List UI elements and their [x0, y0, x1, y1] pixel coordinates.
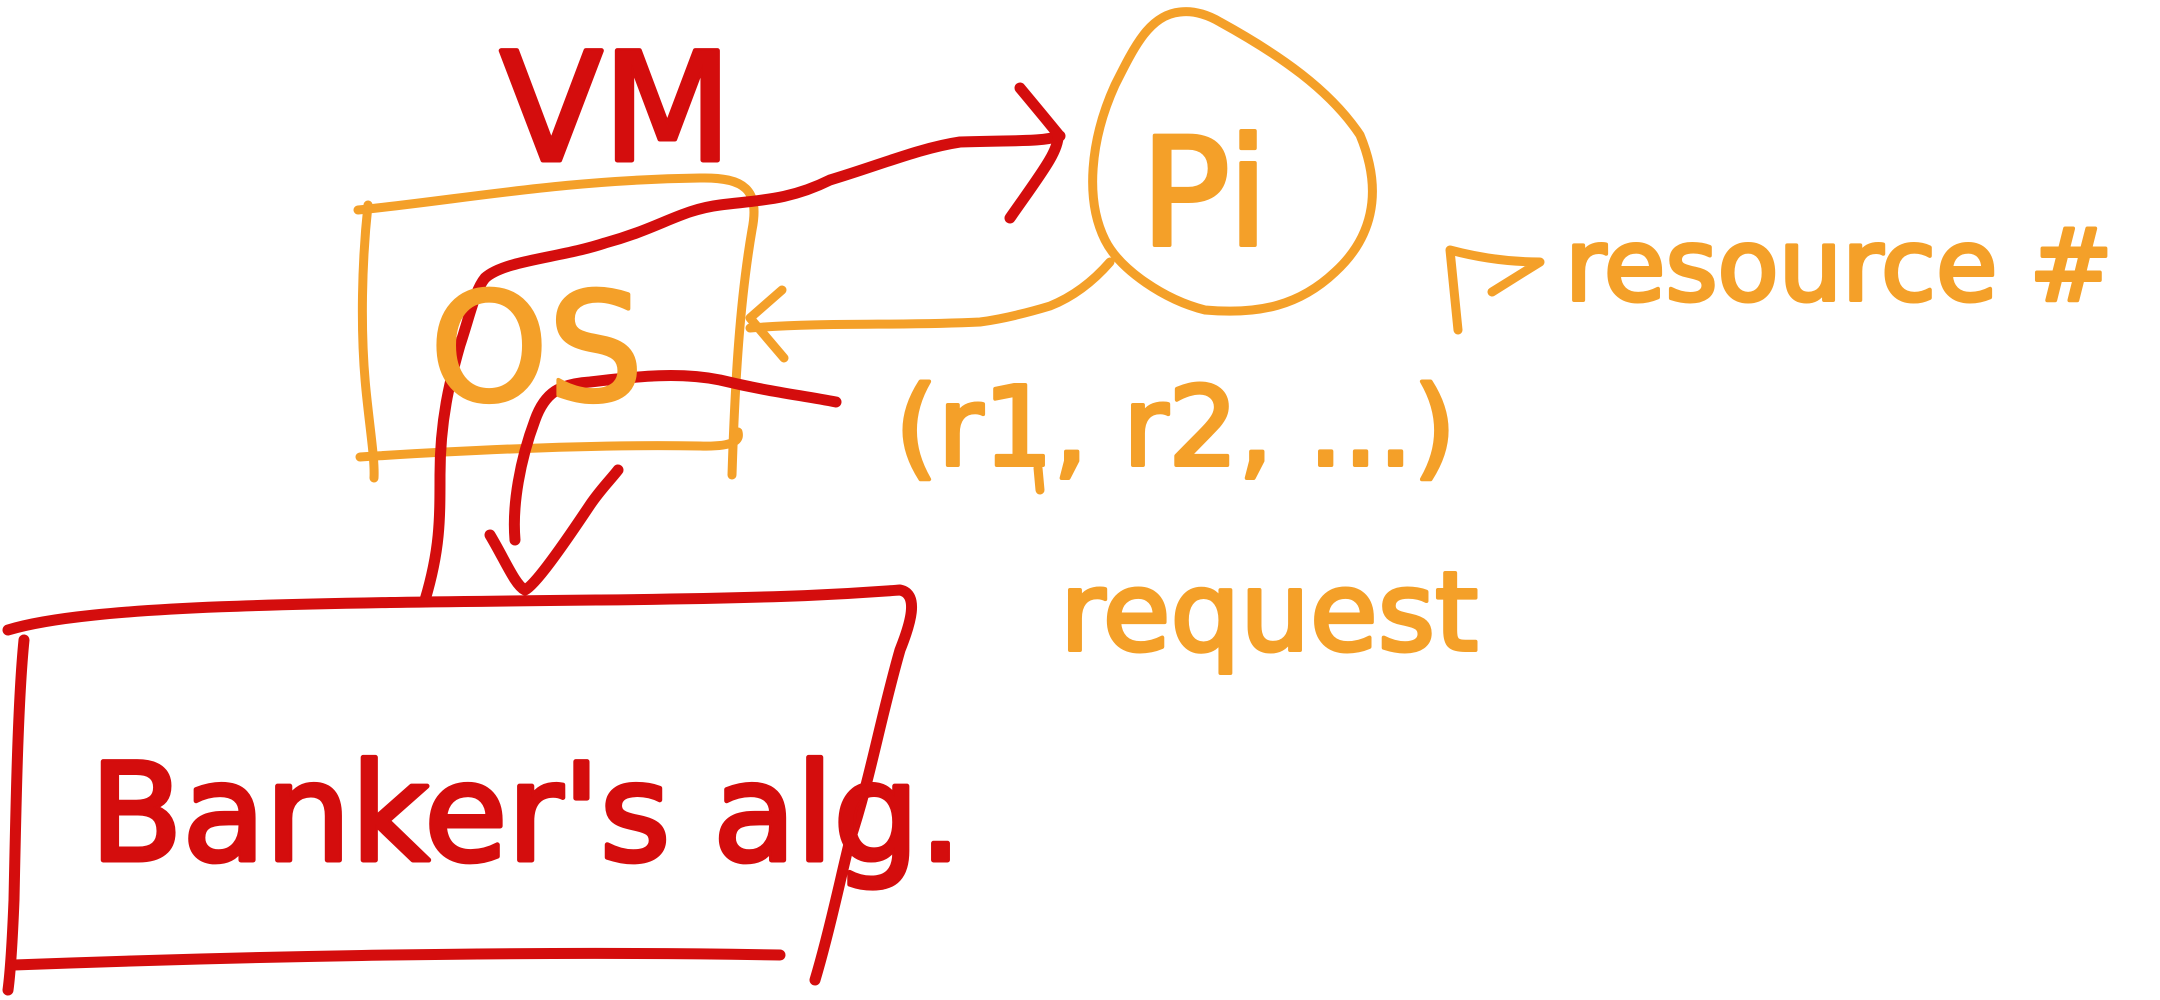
process-label-text: Pi	[1140, 107, 1269, 281]
request-label-text: request	[1060, 548, 1479, 676]
resource-label-text: resource #	[1565, 207, 2114, 324]
top-label-text: VM	[500, 22, 733, 196]
request-tuple-text: (r1, r2, ...)	[895, 363, 1457, 491]
resource-pointer	[1450, 250, 1540, 330]
algorithm-label-text: Banker's alg.	[90, 735, 963, 892]
os-label-text: OS	[430, 262, 644, 436]
os-to-process-arrow	[750, 262, 1110, 358]
